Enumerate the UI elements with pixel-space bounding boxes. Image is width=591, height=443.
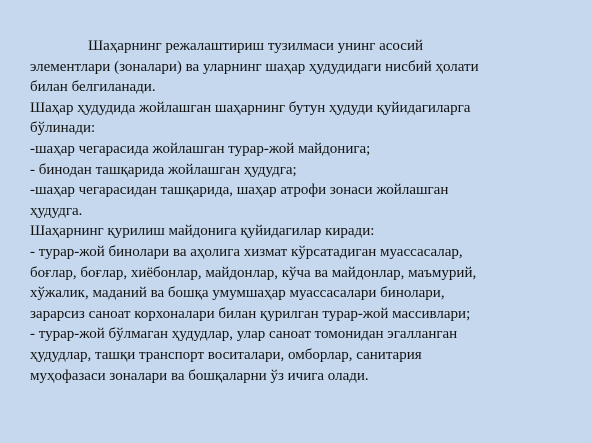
text-line: ҳудудлар, ташқи транспорт воситалари, омборлар, санитария (30, 346, 422, 363)
text-line: боғлар, боғлар, хиёбонлар, майдонлар, кўча ва майдонлар, маъмурий, (30, 264, 477, 281)
text-line: хўжалик, маданий ва бошқа умумшаҳар муассасалари бинолари, (30, 285, 445, 302)
document-text (30, 36, 575, 386)
text-line: - турар-жой бинолари ва аҳолига хизмат кўрсатадиган муассасалар, (30, 243, 463, 260)
text-line: Шаҳарнинг қурилиш майдонига қуйидагилар киради: (30, 223, 375, 240)
text-line: элементлари (зоналари) ва уларнинг шаҳар ҳудудидаги нисбий ҳолати (30, 58, 479, 75)
text-line: Шаҳарнинг режалаштириш тузилмаси унинг асосий (88, 38, 424, 54)
text-line: зарарсиз саноат корхоналари билан қурилган турар-жой массивлари; (30, 305, 471, 322)
text-line: -шаҳар чегарасидан ташқарида, шаҳар атрофи зонаси жойлашган (30, 182, 449, 199)
text-line: - турар-жой бўлмаган ҳудудлар, улар саноат томонидан эгалланган (30, 326, 458, 343)
text-line: - бинодан ташқарида жойлашган ҳудудга; (30, 161, 297, 178)
text-line: бўлинади: (30, 120, 96, 137)
text-line: -шаҳар чегарасида жойлашган турар-жой майдонига; (30, 140, 371, 157)
text-line: Шаҳар ҳудудида жойлашган шаҳарнинг бутун ҳудуди қуйидагиларга (30, 99, 471, 116)
text-line: билан белгиланади. (30, 79, 156, 96)
text-line: муҳофазаси зоналари ва бошқаларни ўз ичига олади. (30, 367, 369, 384)
text-line: ҳудудга. (30, 202, 83, 219)
